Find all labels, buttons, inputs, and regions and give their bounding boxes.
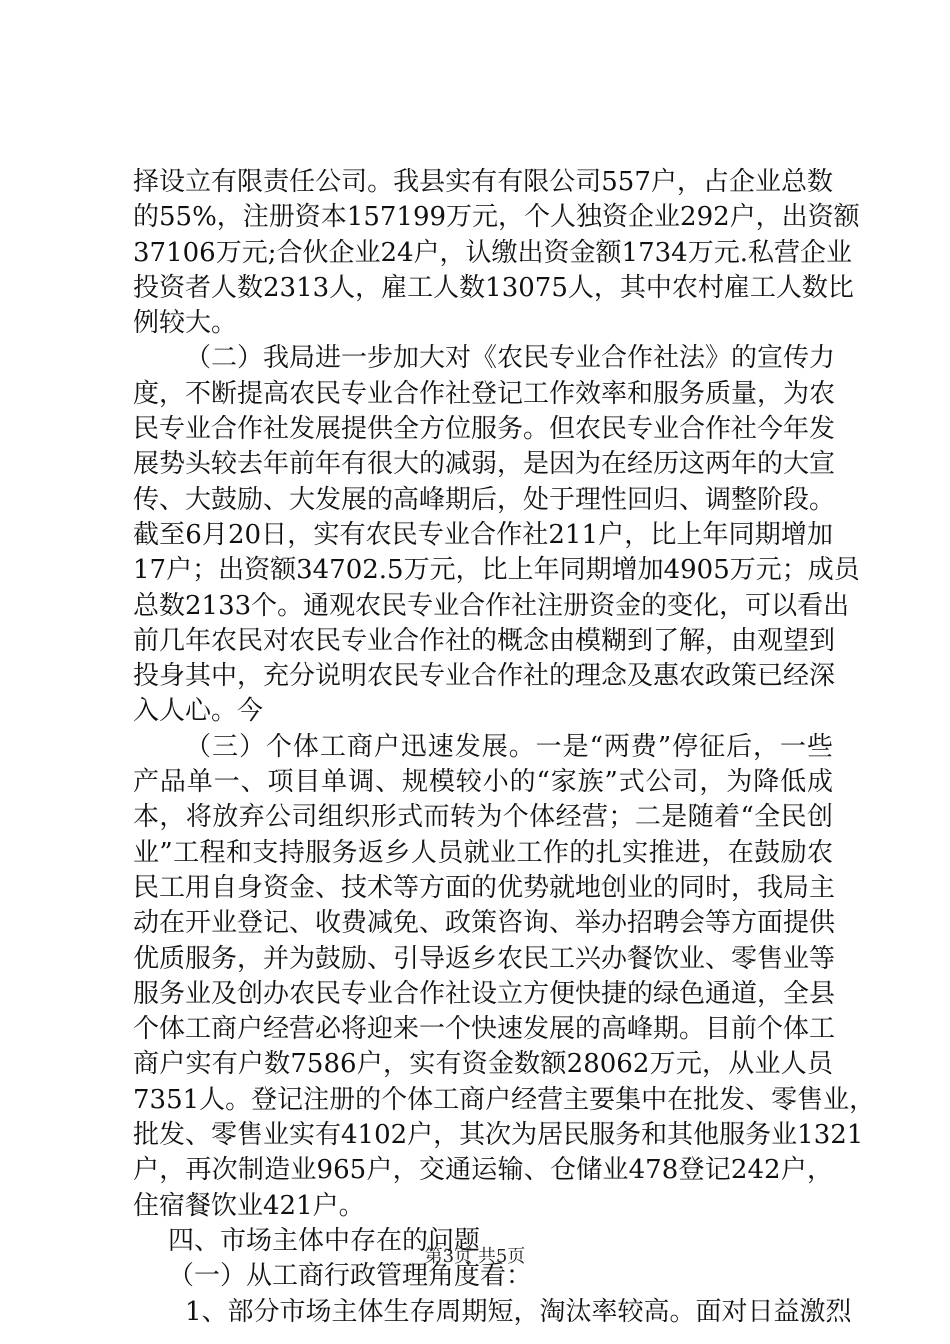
text-line: 住宿餐饮业421户。 (133, 1190, 365, 1221)
text-line: 户，再次制造业965户，交通运输、仓储业478登记242户， (133, 1155, 833, 1186)
text-line: 个体工商户经营必将迎来一个快速发展的高峰期。目前个体工 (133, 1014, 836, 1045)
text-line: 总数2133个。通观农民专业合作社注册资金的变化，可以看出 (133, 590, 850, 621)
text-line: 截至6月20日，实有农民专业合作社211户，比上年同期增加 (133, 519, 833, 550)
paragraph-heading-2: （二）我局进一步加大对《农民专业合作社法》的宣传力 (185, 343, 836, 374)
text-line: 本，将放弃公司组织形式而转为个体经营；二是随着“全民创 (133, 802, 833, 833)
text-line: 投身其中，充分说明农民专业合作社的理念及惠农政策已经深 (133, 661, 836, 692)
text-line: 展势头较去年前年有很大的减弱，是因为在经历这两年的大宣 (133, 449, 836, 480)
text-line: 1、部分市场主体生存周期短，淘汰率较高。面对日益激烈 (185, 1296, 852, 1327)
text-line: 商户实有户数7586户，实有资金数额28062万元，从业人员 (133, 1049, 833, 1080)
text-line: 前几年农民对农民专业合作社的概念由模糊到了解，由观望到 (133, 625, 836, 656)
text-line: 批发、零售业实有4102户，其次为居民服务和其他服务业1321 (133, 1120, 864, 1151)
text-line: 民专业合作社发展提供全方位服务。但农民专业合作社今年发 (133, 414, 836, 445)
text-line: 服务业及创办农民专业合作社设立方便快捷的绿色通道，全县 (133, 978, 836, 1009)
subsection-heading: （一）从工商行政管理角度看： (168, 1261, 533, 1292)
text-line: 17户；出资额34702.5万元，比上年同期增加4905万元；成员 (133, 555, 860, 586)
body-text (133, 165, 876, 1330)
section-heading-4: 四、市场主体中存在的问题 (168, 1225, 481, 1256)
text-line: 入人心。今 (133, 696, 264, 727)
text-line: 37106万元;合伙企业24户，认缴出资金额1734万元.私营企业 (133, 237, 852, 268)
text-line: 传、大鼓励、大发展的高峰期后，处于理性回归、调整阶段。 (133, 484, 836, 515)
text-line: 7351人。登记注册的个体工商户经营主要集中在批发、零售业， (133, 1084, 876, 1115)
page-number-footer: 第3页 共5页 (424, 1246, 526, 1267)
text-line: 择设立有限责任公司。我县实有有限公司557户，占企业总数 (133, 167, 833, 197)
text-line: 投资者人数2313人，雇工人数13075人，其中农村雇工人数比 (133, 272, 854, 303)
paragraph-heading-3: （三）个体工商户迅速发展。一是“两费”停征后，一些 (185, 731, 833, 762)
text-line: 民工用自身资金、技术等方面的优势就地创业的同时，我局主 (133, 872, 836, 903)
text-line: 优质服务，并为鼓励、引导返乡农民工兴办餐饮业、零售业等 (133, 943, 836, 974)
text-line: 度，不断提高农民专业合作社登记工作效率和服务质量，为农 (133, 378, 836, 409)
text-line: 动在开业登记、收费减免、政策咨询、举办招聘会等方面提供 (133, 908, 836, 939)
text-line: 产品单一、项目单调、规模较小的“家族”式公司，为降低成 (133, 767, 833, 798)
text-line: 业”工程和支持服务返乡人员就业工作的扎实推进，在鼓励农 (133, 837, 833, 868)
text-line: 例较大。 (133, 308, 238, 339)
text-line: 的55%，注册资本157199万元，个人独资企业292户，出资额 (133, 202, 860, 233)
